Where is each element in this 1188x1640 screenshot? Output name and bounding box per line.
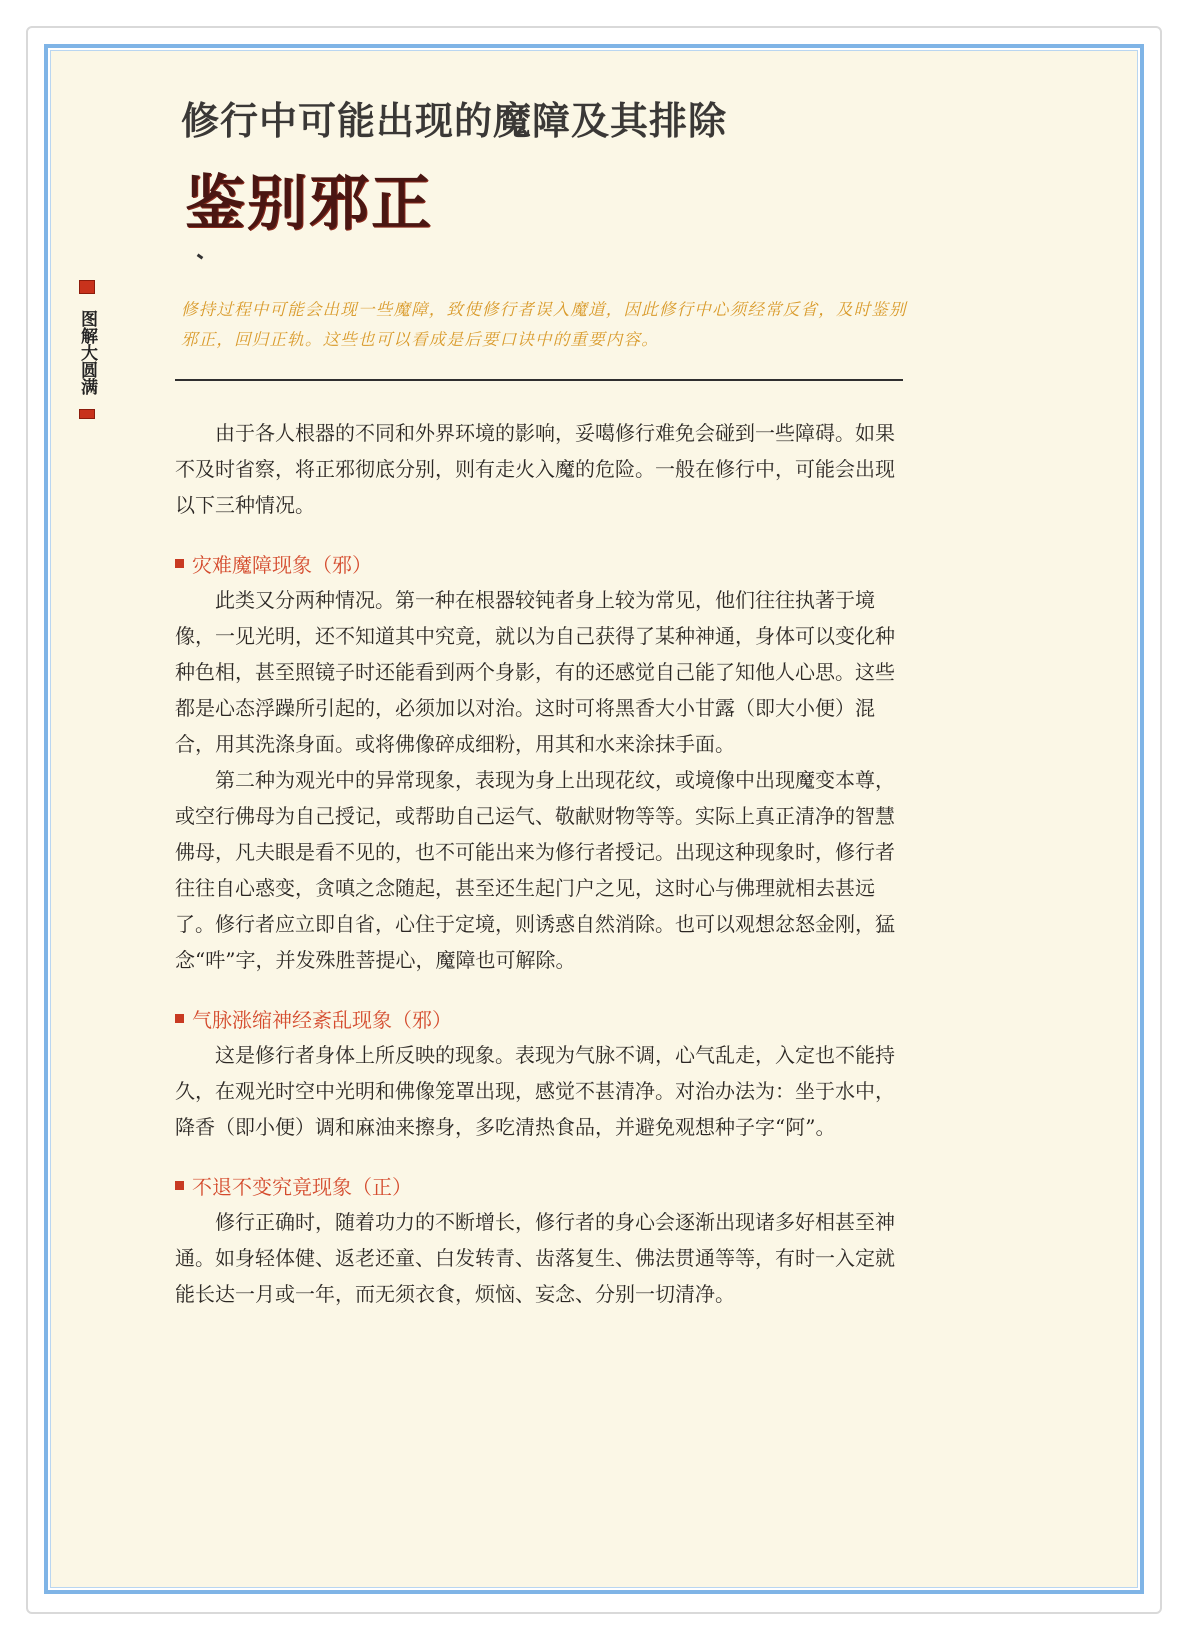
side-series-label <box>78 280 96 419</box>
title-tick-mark <box>197 254 204 260</box>
opening-paragraph: 由于各人根器的不同和外界环境的影响，妥噶修行难免会碰到一些障碍。如果不及时省察，将正邪彻底分别，则有走火入魔的危险。一般在修行中，可能会出现以下三种情况。 <box>175 421 895 517</box>
section-heading-text: 灾难魔障现象（邪） <box>192 553 372 577</box>
section-bullet-icon <box>175 1181 184 1190</box>
side-label-text: 图解大圆满 <box>77 310 97 395</box>
section-heading <box>175 549 935 578</box>
section-paragraph: 这是修行者身体上所反映的现象。表现为气脉不调，心气乱走，入定也不能持久，在观光时空中光明和佛像笼罩出现，感觉不甚清净。对治办法为：坐于水中，降香（即小便）调和麻油来擦身，多吃清热食品，并避免观想种子字“阿”。 <box>175 1043 895 1139</box>
title-block <box>175 169 935 239</box>
section-bullet-icon <box>175 1014 184 1023</box>
section-heading-text: 气脉涨缩神经紊乱现象（邪） <box>192 1008 452 1032</box>
divider-rule <box>175 379 903 381</box>
section-heading <box>175 1171 935 1200</box>
section-paragraph: 此类又分两种情况。第一种在根器较钝者身上较为常见，他们往往执著于境像，一见光明，还不知道其中究竟，就以为自己获得了某种神通，身体可以变化种种色相，甚至照镜子时还能看到两个身影，有的还感觉自己能了知他人心思。这些都是心态浮躁所引起的，必须加以对治。这时可将黑香大小甘露（即大小便）混合，用其洗涤身面。或将佛像碎成细粉，用其和水来涂抹手面。 <box>175 588 895 756</box>
side-top-mark <box>79 280 95 294</box>
section-heading <box>175 1004 935 1033</box>
side-bottom-mark <box>79 409 95 419</box>
page-content <box>175 72 935 1312</box>
section-heading-text: 不退不变究竟现象（正） <box>192 1175 412 1199</box>
section-paragraph: 修行正确时，随着功力的不断增长，修行者的身心会逐渐出现诸多好相甚至神通。如身轻体健、返老还童、白发转青、齿落复生、佛法贯通等等，有时一入定就能长达一月或一年，而无须衣食，烦恼、妄念、分别一切清净。 <box>175 1210 895 1306</box>
page-title: 鉴别邪正 <box>185 169 433 239</box>
section-paragraph: 第二种为观光中的异常现象，表现为身上出现花纹，或境像中出现魔变本尊，或空行佛母为自己授记，或帮助自己运气、敬献财物等等。实际上真正清净的智慧佛母，凡夫眼是看不见的，也不可能出来为修行者授记。出现这种现象时，修行者往往自心惑变，贪嗔之念随起，甚至还生起门户之见，这时心与佛理就相去甚远了。修行者应立即自省，心住于定境，则诱惑自然消除。也可以观想忿怒金刚，猛念“吽”字，并发殊胜菩提心，魔障也可解除。 <box>175 768 895 972</box>
section-bullet-icon <box>175 559 184 568</box>
chapter-heading: 修行中可能出现的魔障及其排除 <box>181 99 728 143</box>
intro-text: 修持过程中可能会出现一些魔障，致使修行者误入魔道，因此修行中心须经常反省，及时鉴别邪正，回归正轨。这些也可以看成是后要口诀中的重要内容。 <box>181 300 907 349</box>
